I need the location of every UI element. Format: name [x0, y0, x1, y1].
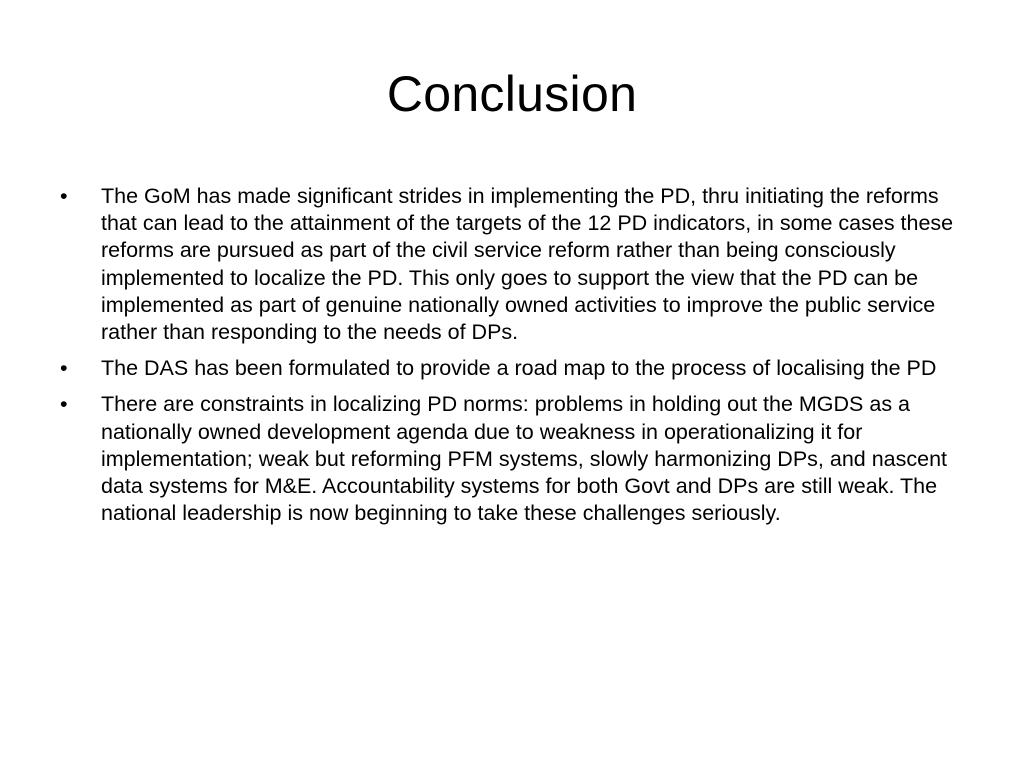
bullet-icon: • — [60, 356, 68, 381]
bullet-text: The GoM has made significant strides in implementing the PD, thru initiating the reforms that can lead to the attainment of the targets of the 12 PD indicators, in some cases these reforms are pursued as part of the civil service reform rather than being consciously implemented to localize the PD. This only goes to support the view that the PD can be implemented as part of genuine nationally owned activities to improve the public service rather than responding to the needs of DPs. — [101, 184, 954, 345]
bullet-text: There are constraints in localizing PD norms: problems in holding out the MGDS as a nationally owned development agenda due to weakness in operationalizing it for implementation; weak but reforming PFM systems, slowly harmonizing DPs, and nascent data systems for M&E. Accountability systems for both Govt and DPs are still weak. The national leadership is now beginning to take these challenges seriously. — [101, 392, 948, 526]
bullet-item — [60, 183, 968, 346]
bullet-list — [60, 183, 968, 536]
bullet-text: The DAS has been formulated to provide a road map to the process of localising the PD — [101, 356, 937, 381]
bullet-icon: • — [60, 184, 68, 208]
slide-title: Conclusion — [386, 66, 638, 122]
bullet-item — [60, 355, 968, 382]
bullet-item — [60, 391, 968, 527]
bullet-icon: • — [60, 392, 68, 417]
